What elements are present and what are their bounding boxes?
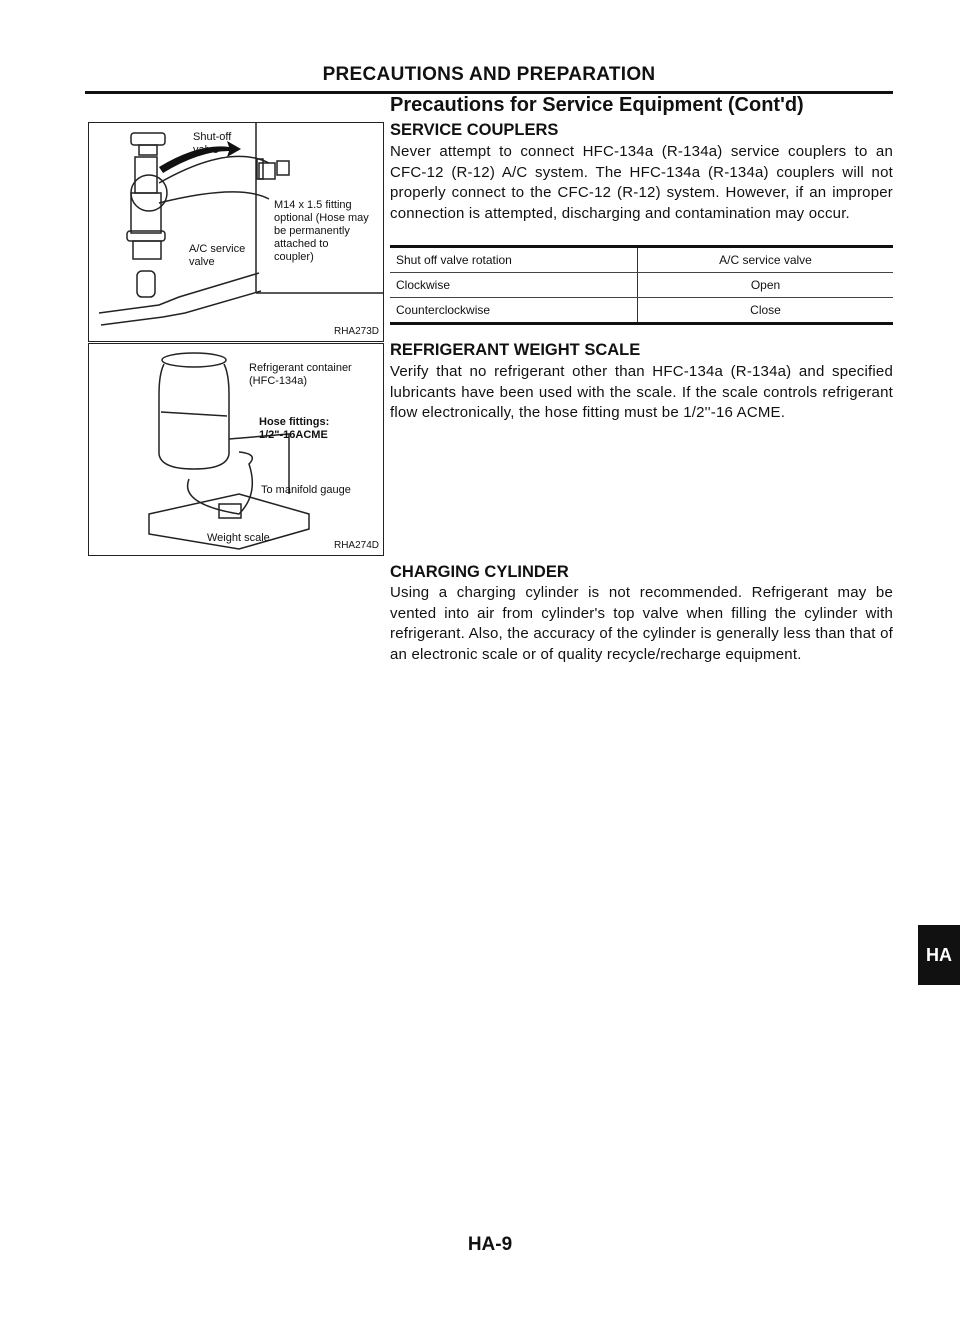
section-tab: HA: [918, 925, 960, 985]
valve-rotation-table: [390, 245, 893, 325]
figure-service-coupler: [88, 122, 384, 342]
table-cell: Clockwise: [390, 273, 638, 298]
table-header-row: [390, 247, 893, 273]
charging-cylinder-text: Using a charging cylinder is not recommended. Refrigerant may be vented into air from cylinder's top valve when filling the cylinder with refrigerant. Also, the accuracy of the cylinder is generally less than that of an electronic scale or of quality recycle/recharge equipment.: [390, 584, 893, 663]
weight-scale-heading: REFRIGERANT WEIGHT SCALE: [390, 341, 641, 359]
refrigerant-container-label: Refrigerant container (HFC-134a): [249, 362, 352, 387]
ac-service-valve-label: A/C service valve: [189, 243, 246, 268]
section-title: PRECAUTIONS AND PREPARATION: [322, 64, 656, 85]
weight-scale-label: Weight scale: [207, 532, 270, 544]
figure-weight-scale: [88, 343, 384, 556]
charging-cylinder-heading: CHARGING CYLINDER: [390, 563, 569, 581]
manifold-gauge-label: To manifold gauge: [261, 484, 351, 496]
table-header: A/C service valve: [638, 247, 894, 273]
table-cell: Close: [638, 298, 894, 324]
table-cell: Counterclockwise: [390, 298, 638, 324]
fitting-note-label: M14 x 1.5 fitting optional (Hose may be permanently attached to coupler): [274, 199, 369, 263]
service-couplers-text: Never attempt to connect HFC-134a (R-134a) service couplers to an CFC-12 (R-12) A/C system. The HFC-134a (R-134a) couplers will not properly connect to the CFC-12 (R-12) system. However, if an improper connection is attempted, discharging and contamination may occur.: [390, 143, 893, 222]
shutoff-valve-label: Shut-off valve: [193, 131, 232, 156]
table-row: [390, 273, 893, 298]
page-number: HA-9: [467, 1234, 513, 1255]
hose-fittings-label: Hose fittings: 1/2"-16ACME: [259, 416, 330, 441]
figure-code: RHA273D: [333, 326, 379, 337]
table-row: [390, 298, 893, 324]
table-header: Shut off valve rotation: [390, 247, 638, 273]
table-cell: Open: [638, 273, 894, 298]
figure-code: RHA274D: [333, 540, 379, 551]
service-couplers-heading: SERVICE COUPLERS: [390, 121, 559, 139]
page-subtitle: Precautions for Service Equipment (Cont'd): [390, 94, 804, 116]
weight-scale-text: Verify that no refrigerant other than HFC-134a (R-134a) and specified lubricants have been used with the scale. If the scale controls refrigerant flow electronically, the hose fitting must be 1/2''-16 ACME.: [390, 363, 893, 421]
